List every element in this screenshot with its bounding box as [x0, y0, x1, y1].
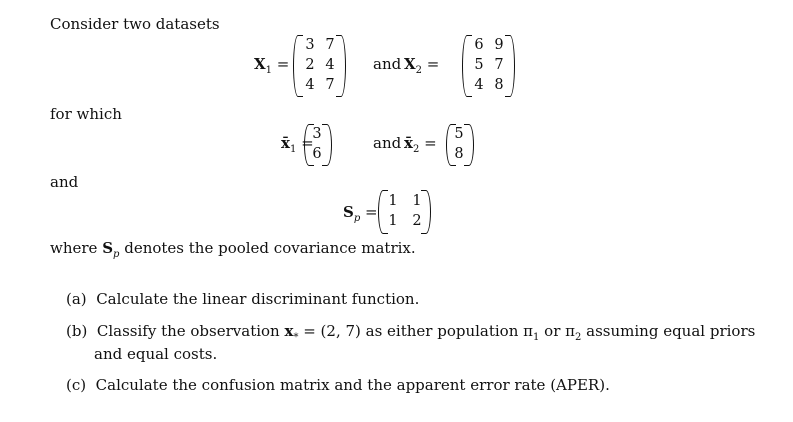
part-a: (a) Calculate the linear discriminant function.: [66, 290, 420, 308]
x1-label: $X_1$ =: [254, 55, 290, 76]
xbar2-vector: 5 8: [454, 126, 464, 162]
x1-matrix: 3 7 2 4 4 7: [305, 37, 335, 93]
right-paren: [322, 124, 332, 166]
part-b: (b) Classify the observation $x_* = (2$, 7) as either population $\pi_1$ or $\pi_2$ assuming equal priors: [66, 322, 756, 343]
xbar2-label: $x̄_2$ =: [404, 134, 437, 155]
x2-label: $X_2$ =: [404, 55, 440, 76]
where-text: where $S_p$ denotes the pooled covariance matrix.: [50, 239, 416, 260]
right-paren: [464, 124, 474, 166]
right-paren: [505, 35, 515, 97]
x2-matrix: 6 9 5 7 4 8: [474, 37, 504, 93]
right-paren: [336, 35, 346, 97]
and-text: and: [373, 134, 402, 152]
left-paren: [462, 35, 472, 97]
intro-text: Consider two datasets: [50, 15, 220, 33]
and-text: and: [373, 55, 402, 73]
right-paren: [421, 190, 431, 234]
xbar1-label: $x̄_1$ =: [281, 134, 314, 155]
sp-matrix: 1 1 1 2: [388, 193, 422, 229]
part-b-line2: and equal costs.: [94, 345, 218, 363]
and-text: and: [50, 173, 79, 191]
left-paren: [293, 35, 303, 97]
xbar1-vector: 3 6: [312, 126, 322, 162]
for-which-text: for which: [50, 105, 122, 123]
sp-label: $S_p$ =: [343, 203, 378, 224]
part-c: (c) Calculate the confusion matrix and the apparent error rate (APER).: [66, 376, 610, 394]
left-paren: [378, 190, 388, 234]
